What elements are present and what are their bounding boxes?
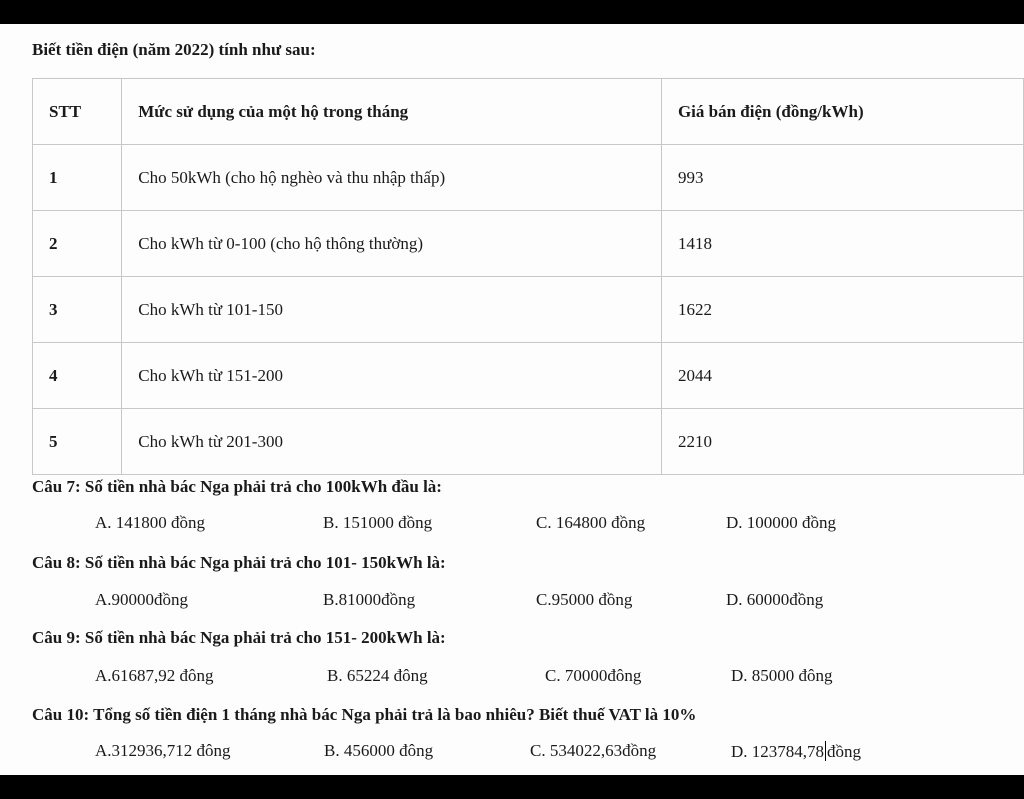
table-row <box>33 277 1024 343</box>
cell-price: 1418 <box>661 211 1023 277</box>
table-row <box>33 409 1024 475</box>
header-usage: Mức sử dụng của một hộ trong tháng <box>122 79 662 145</box>
option-b: B. 65224 đông <box>327 666 428 685</box>
option-b: B. 456000 đông <box>324 741 434 760</box>
cell-stt: 1 <box>33 145 122 211</box>
cell-stt: 3 <box>33 277 122 343</box>
question-8-options <box>0 590 1024 614</box>
option-d-value: D. 123784,78 <box>731 742 825 761</box>
table-row <box>33 211 1024 277</box>
intro-text: Biết tiền điện (năm 2022) tính như sau: <box>32 40 316 59</box>
cell-stt: 2 <box>33 211 122 277</box>
option-d <box>731 741 861 762</box>
text-cursor <box>825 741 826 761</box>
question-8: Câu 8: Số tiền nhà bác Nga phải trả cho 101- 150kWh là: <box>32 553 446 572</box>
option-b: B. 151000 đồng <box>323 513 433 532</box>
option-a: A.61687,92 đông <box>95 666 214 685</box>
cell-price: 993 <box>661 145 1023 211</box>
option-c: C. 70000đông <box>545 666 642 685</box>
option-a: A.90000đồng <box>95 590 189 609</box>
cell-usage: Cho kWh từ 101-150 <box>122 277 662 343</box>
cell-usage: Cho kWh từ 201-300 <box>122 409 662 475</box>
question-7: Câu 7: Số tiền nhà bác Nga phải trả cho 100kWh đầu là: <box>32 477 442 496</box>
header-price: Giá bán điện (đồng/kWh) <box>661 79 1023 145</box>
cell-price: 1622 <box>661 277 1023 343</box>
question-10: Câu 10: Tổng số tiền điện 1 tháng nhà bác Nga phải trả là bao nhiêu? Biết thuế VAT là 10% <box>32 705 697 724</box>
option-a: A.312936,712 đông <box>95 741 231 760</box>
option-c: C. 164800 đồng <box>536 513 646 532</box>
cell-usage: Cho 50kWh (cho hộ nghèo và thu nhập thấp) <box>122 145 662 211</box>
cell-price: 2044 <box>661 343 1023 409</box>
option-a: A. 141800 đồng <box>95 513 206 532</box>
option-d: D. 85000 đông <box>731 666 833 685</box>
header-stt: STT <box>33 79 122 145</box>
cell-stt: 5 <box>33 409 122 475</box>
cell-usage: Cho kWh từ 0-100 (cho hộ thông thường) <box>122 211 662 277</box>
document-page <box>0 24 1024 775</box>
question-7-options <box>0 513 1024 537</box>
table-row <box>33 145 1024 211</box>
question-9: Câu 9: Số tiền nhà bác Nga phải trả cho 151- 200kWh là: <box>32 628 446 647</box>
option-c: C.95000 đồng <box>536 590 633 609</box>
table-row <box>33 343 1024 409</box>
option-b: B.81000đồng <box>323 590 416 609</box>
question-9-options <box>0 666 1024 690</box>
option-d-unit: đồng <box>827 742 862 761</box>
cell-price: 2210 <box>661 409 1023 475</box>
option-d: D. 60000đồng <box>726 590 824 609</box>
option-d: D. 100000 đồng <box>726 513 837 532</box>
cell-stt: 4 <box>33 343 122 409</box>
electricity-price-table <box>32 78 1024 475</box>
cell-usage: Cho kWh từ 151-200 <box>122 343 662 409</box>
question-10-options <box>0 741 1024 765</box>
table-header-row <box>33 79 1024 145</box>
option-c: C. 534022,63đồng <box>530 741 657 760</box>
